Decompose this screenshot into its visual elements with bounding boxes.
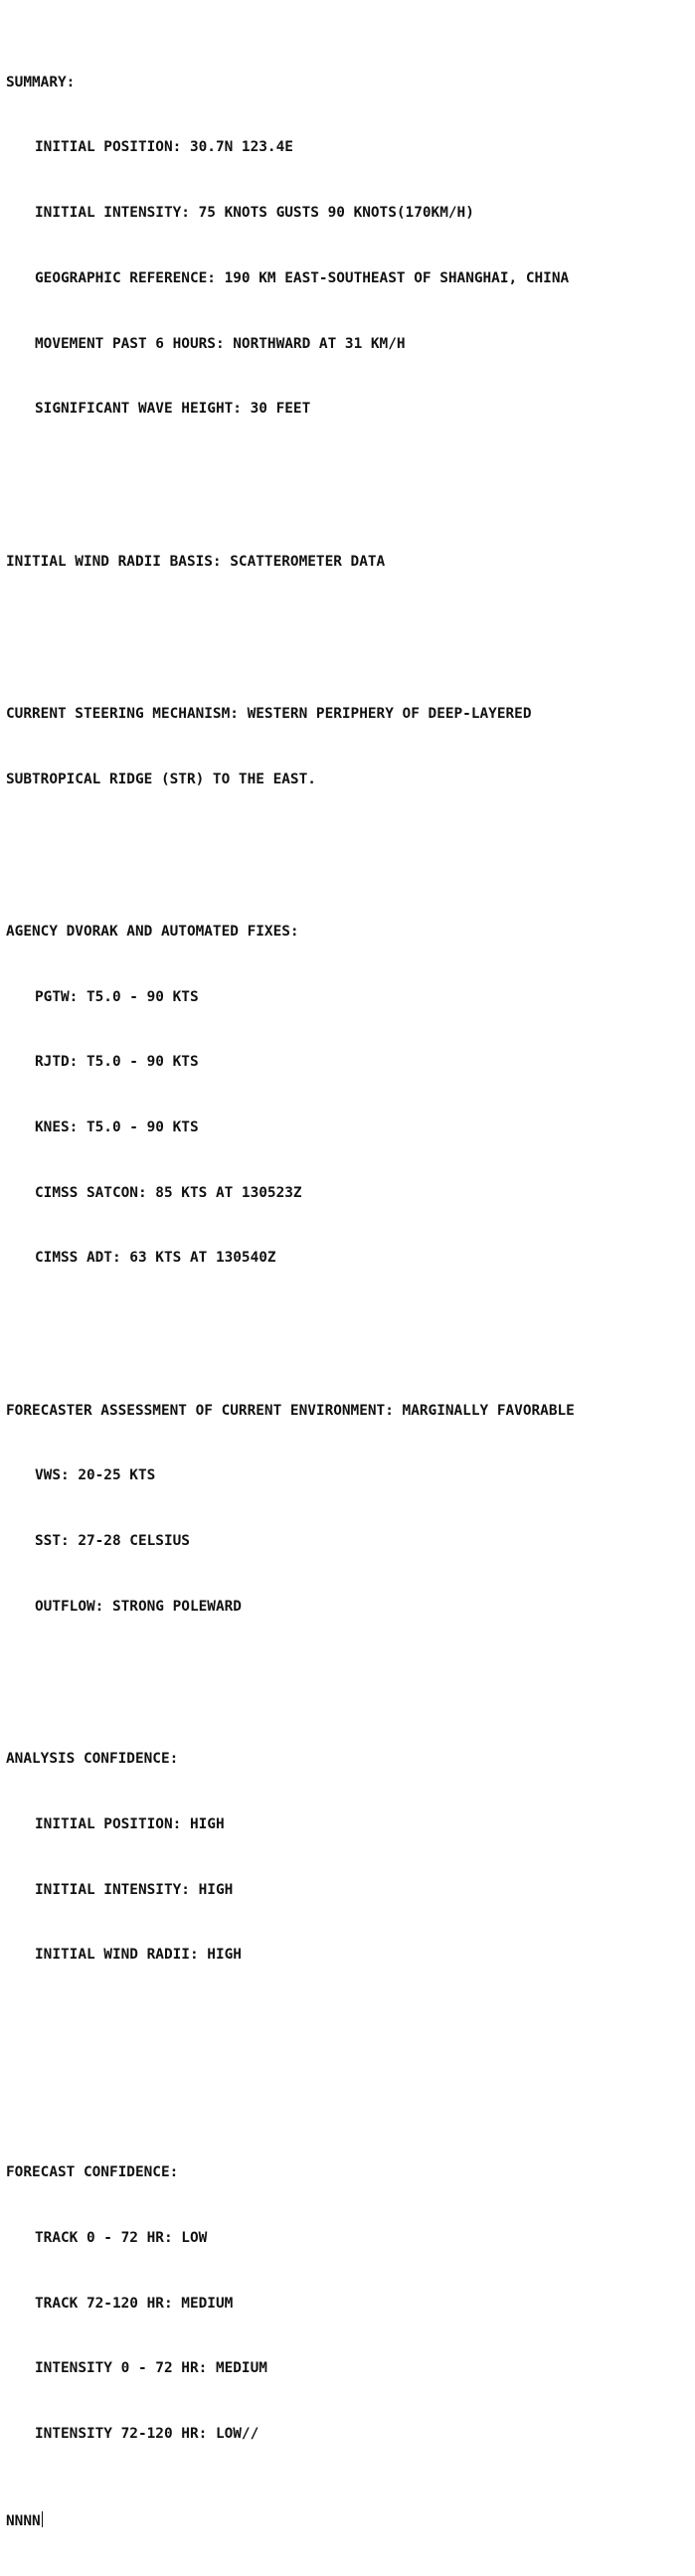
movement-line: MOVEMENT PAST 6 HOURS: NORTHWARD AT 31 KM/H (35, 335, 406, 352)
summary-heading: SUMMARY: (6, 74, 76, 90)
wave-height-line: SIGNIFICANT WAVE HEIGHT: 30 FEET (35, 401, 311, 418)
initial-intensity-line: INITIAL INTENSITY: 75 KNOTS GUSTS 90 KNOTS(170KM/H) (35, 205, 474, 222)
end-marker-line[interactable] (6, 2511, 692, 2533)
initial-position-line: INITIAL POSITION: 30.7N 123.4E (35, 139, 293, 156)
forecast-item-intensity-72-120: INTENSITY 72-120 HR: LOW// (35, 2426, 260, 2443)
end-marker: NNNN (6, 2512, 41, 2529)
blank-line (6, 616, 692, 638)
environment-item-vws: VWS: 20-25 KTS (35, 1467, 156, 1484)
fix-item-rjtd: RJTD: T5.0 - 90 KTS (35, 1054, 199, 1071)
fixes-heading: AGENCY DVORAK AND AUTOMATED FIXES: (6, 923, 299, 940)
analysis-item-intensity: INITIAL INTENSITY: HIGH (35, 1881, 234, 1898)
wind-radii-basis-line: INITIAL WIND RADII BASIS: SCATTEROMETER DATA (6, 553, 386, 570)
blank-line (6, 1313, 692, 1335)
environment-heading: FORECASTER ASSESSMENT OF CURRENT ENVIRONMENT: MARGINALLY FAVORABLE (6, 1402, 575, 1419)
fix-item-knes: KNES: T5.0 - 90 KTS (35, 1118, 199, 1135)
steering-line-1: CURRENT STEERING MECHANISM: WESTERN PERIPHERY OF DEEP-LAYERED (6, 705, 532, 722)
analysis-item-position: INITIAL POSITION: HIGH (35, 1815, 225, 1832)
fix-item-satcon: CIMSS SATCON: 85 KTS AT 130523Z (35, 1184, 302, 1201)
bulletin-document[interactable] (6, 7, 692, 2576)
analysis-confidence-heading: ANALYSIS CONFIDENCE: (6, 1751, 179, 1768)
blank-line (6, 2076, 692, 2098)
blank-line (6, 834, 692, 856)
forecast-item-track-0-72: TRACK 0 - 72 HR: LOW (35, 2229, 208, 2246)
fix-item-adt: CIMSS ADT: 63 KTS AT 130540Z (35, 1250, 276, 1267)
forecast-confidence-heading: FORECAST CONFIDENCE: (6, 2164, 179, 2181)
blank-line (6, 464, 692, 486)
forecast-item-intensity-0-72: INTENSITY 0 - 72 HR: MEDIUM (35, 2360, 267, 2377)
geographic-reference-line: GEOGRAPHIC REFERENCE: 190 KM EAST-SOUTHEAST OF SHANGHAI, CHINA (35, 269, 570, 286)
fix-item-pgtw: PGTW: T5.0 - 90 KTS (35, 988, 199, 1005)
text-cursor (42, 2511, 43, 2527)
environment-item-sst: SST: 27-28 CELSIUS (35, 1533, 190, 1550)
analysis-item-wind-radii: INITIAL WIND RADII: HIGH (35, 1947, 242, 1964)
steering-line-2: SUBTROPICAL RIDGE (STR) TO THE EAST. (6, 771, 316, 787)
forecast-item-track-72-120: TRACK 72-120 HR: MEDIUM (35, 2295, 234, 2312)
blank-line (6, 1662, 692, 1684)
blank-line (6, 2010, 692, 2032)
environment-item-outflow: OUTFLOW: STRONG POLEWARD (35, 1598, 242, 1615)
